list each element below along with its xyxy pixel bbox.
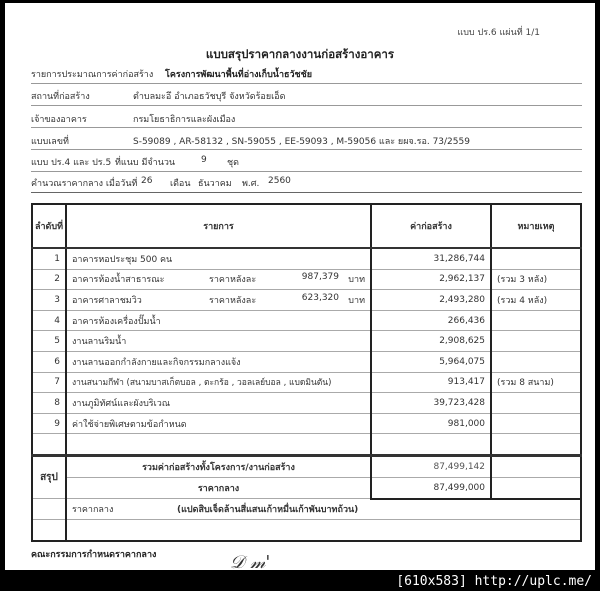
row-note xyxy=(491,351,581,372)
divider xyxy=(31,105,582,106)
row-no: 4 xyxy=(32,310,66,331)
divider xyxy=(31,149,582,150)
row-cost: 2,908,625 xyxy=(371,331,491,352)
table-row xyxy=(32,351,581,372)
row-note xyxy=(491,413,581,434)
row-item: อาคารห้องน้ำสาธารณะ xyxy=(72,275,165,286)
calc-day: 26 xyxy=(141,176,153,186)
document-page xyxy=(5,3,595,573)
table-row xyxy=(32,331,581,352)
row-cost: 981,000 xyxy=(371,413,491,434)
row-no: 8 xyxy=(32,393,66,414)
row-unit-price: 623,320 xyxy=(301,292,339,303)
owner-value: กรมโยธาธิการและผังเมือง xyxy=(133,115,236,125)
table-row xyxy=(32,413,581,434)
row-currency: บาท xyxy=(348,295,365,306)
row-note xyxy=(491,393,581,414)
table-row xyxy=(32,290,581,311)
summary-total-value: 87,499,142 xyxy=(371,456,491,478)
project-label: รายการประมาณการค่าก่อสร้าง xyxy=(31,70,154,80)
column-header-no: ลำดับที่ xyxy=(32,204,66,248)
form-number: แบบ ปร.6 แผ่นที่ 1/1 xyxy=(457,28,540,38)
table-row-empty xyxy=(32,434,581,456)
row-no: 7 xyxy=(32,372,66,393)
row-item: อาคารห้องเครื่องปั๊มน้ำ xyxy=(66,310,371,331)
column-header-note: หมายเหตุ xyxy=(491,204,581,248)
summary-median-row xyxy=(32,477,581,498)
row-cost: 2,493,280 xyxy=(371,290,491,311)
row-no: 9 xyxy=(32,413,66,434)
watermark: [610x583] http://uplc.me/ xyxy=(396,574,592,589)
row-item: อาคารศาลาชมวิว xyxy=(72,295,142,306)
forms-unit: ชุด xyxy=(227,158,239,168)
calc-year-label: พ.ศ. xyxy=(242,179,260,189)
summary-median-value: 87,499,000 xyxy=(371,477,491,498)
drawing-no-value: S-59089 , AR-58132 , SN-59055 , EE-59093 , M-59056 และ ยผจ.รอ. 73/2559 xyxy=(133,137,470,147)
document-title: แบบสรุปราคากลางงานก่อสร้างอาคาร xyxy=(205,47,395,61)
row-note: (รวม 8 สนาม) xyxy=(491,372,581,393)
divider xyxy=(31,83,582,84)
row-no: 5 xyxy=(32,331,66,352)
divider xyxy=(31,127,582,128)
row-unit-price: 987,379 xyxy=(301,272,339,283)
calc-month-label: เดือน xyxy=(170,179,191,189)
row-note xyxy=(491,331,581,352)
committee-label: คณะกรรมการกำหนดราคากลาง xyxy=(31,550,157,560)
owner-label: เจ้าของอาคาร xyxy=(31,115,87,125)
row-no: 3 xyxy=(32,290,66,311)
summary-label: สรุป xyxy=(32,456,66,499)
summary-words-value: (แปดสิบเจ็ดล้านสี่แสนเก้าหมื่นเก้าพันบาทถ้วน) xyxy=(177,505,359,516)
row-cost: 913,417 xyxy=(371,372,491,393)
cost-summary-table xyxy=(31,203,582,542)
row-note xyxy=(491,248,581,269)
row-unit-label: ราคาหลังละ xyxy=(209,295,257,306)
row-note: (รวม 3 หลัง) xyxy=(491,269,581,290)
row-item: งานสนามกีฬา (สนามบาสเก็ตบอล , ตะกร้อ , วอลเลย์บอล , แบดมินตัน) xyxy=(66,372,371,393)
row-item: งานลานออกกำลังกายและกิจกรรมกลางแจ้ง xyxy=(66,351,371,372)
table-row-empty xyxy=(32,520,581,541)
row-no: 6 xyxy=(32,351,66,372)
forms-label: แบบ ปร.4 และ ปร.5 xyxy=(31,158,112,168)
table-row xyxy=(32,269,581,290)
row-cost: 266,436 xyxy=(371,310,491,331)
row-item: งานลานริมน้ำ xyxy=(66,331,371,352)
row-currency: บาท xyxy=(348,275,365,286)
row-item: งานภูมิทัศน์และผังบริเวณ xyxy=(66,393,371,414)
calc-month: ธันวาคม xyxy=(198,179,232,189)
project-value: โครงการพัฒนาพื้นที่อ่างเก็บน้ำธวัชชัย xyxy=(165,70,313,80)
calc-year: 2560 xyxy=(268,176,291,186)
summary-total-label: รวมค่าก่อสร้างทั้งโครงการ/งานก่อสร้าง xyxy=(66,456,371,478)
table-row xyxy=(32,393,581,414)
table-header-row xyxy=(32,204,581,248)
location-value: ตำบลมะอึ อำเภอธวัชบุรี จังหวัดร้อยเอ็ด xyxy=(133,92,286,102)
forms-attached-label: ที่แนบ มีจำนวน xyxy=(115,158,176,168)
divider xyxy=(31,171,582,172)
column-header-item: รายการ xyxy=(66,204,371,248)
row-cost: 5,964,075 xyxy=(371,351,491,372)
row-note xyxy=(491,310,581,331)
table-row xyxy=(32,248,581,269)
row-item: ค่าใช้จ่ายพิเศษตามข้อกำหนด xyxy=(66,413,371,434)
summary-words-label: ราคากลาง xyxy=(72,505,114,516)
drawing-no-label: แบบเลขที่ xyxy=(31,137,69,147)
location-label: สถานที่ก่อสร้าง xyxy=(31,92,90,102)
summary-total-row xyxy=(32,456,581,478)
summary-words-row xyxy=(32,499,581,520)
row-cost: 39,723,428 xyxy=(371,393,491,414)
row-no: 2 xyxy=(32,269,66,290)
row-cost: 2,962,137 xyxy=(371,269,491,290)
calc-date-label: คำนวณราคากลาง เมื่อวันที่ xyxy=(31,179,138,189)
row-item: อาคารหอประชุม 500 คน xyxy=(72,254,173,265)
row-note: (รวม 4 หลัง) xyxy=(491,290,581,311)
table-row xyxy=(32,372,581,393)
row-cost: 31,286,744 xyxy=(371,248,491,269)
row-no: 1 xyxy=(32,248,66,269)
divider xyxy=(31,192,582,193)
table-row xyxy=(32,310,581,331)
forms-count: 9 xyxy=(201,155,207,165)
signature: 𝒟 𝓂' xyxy=(230,552,271,573)
column-header-cost: ค่าก่อสร้าง xyxy=(371,204,491,248)
summary-median-label: ราคากลาง xyxy=(66,477,371,498)
row-unit-label: ราคาหลังละ xyxy=(209,275,257,286)
